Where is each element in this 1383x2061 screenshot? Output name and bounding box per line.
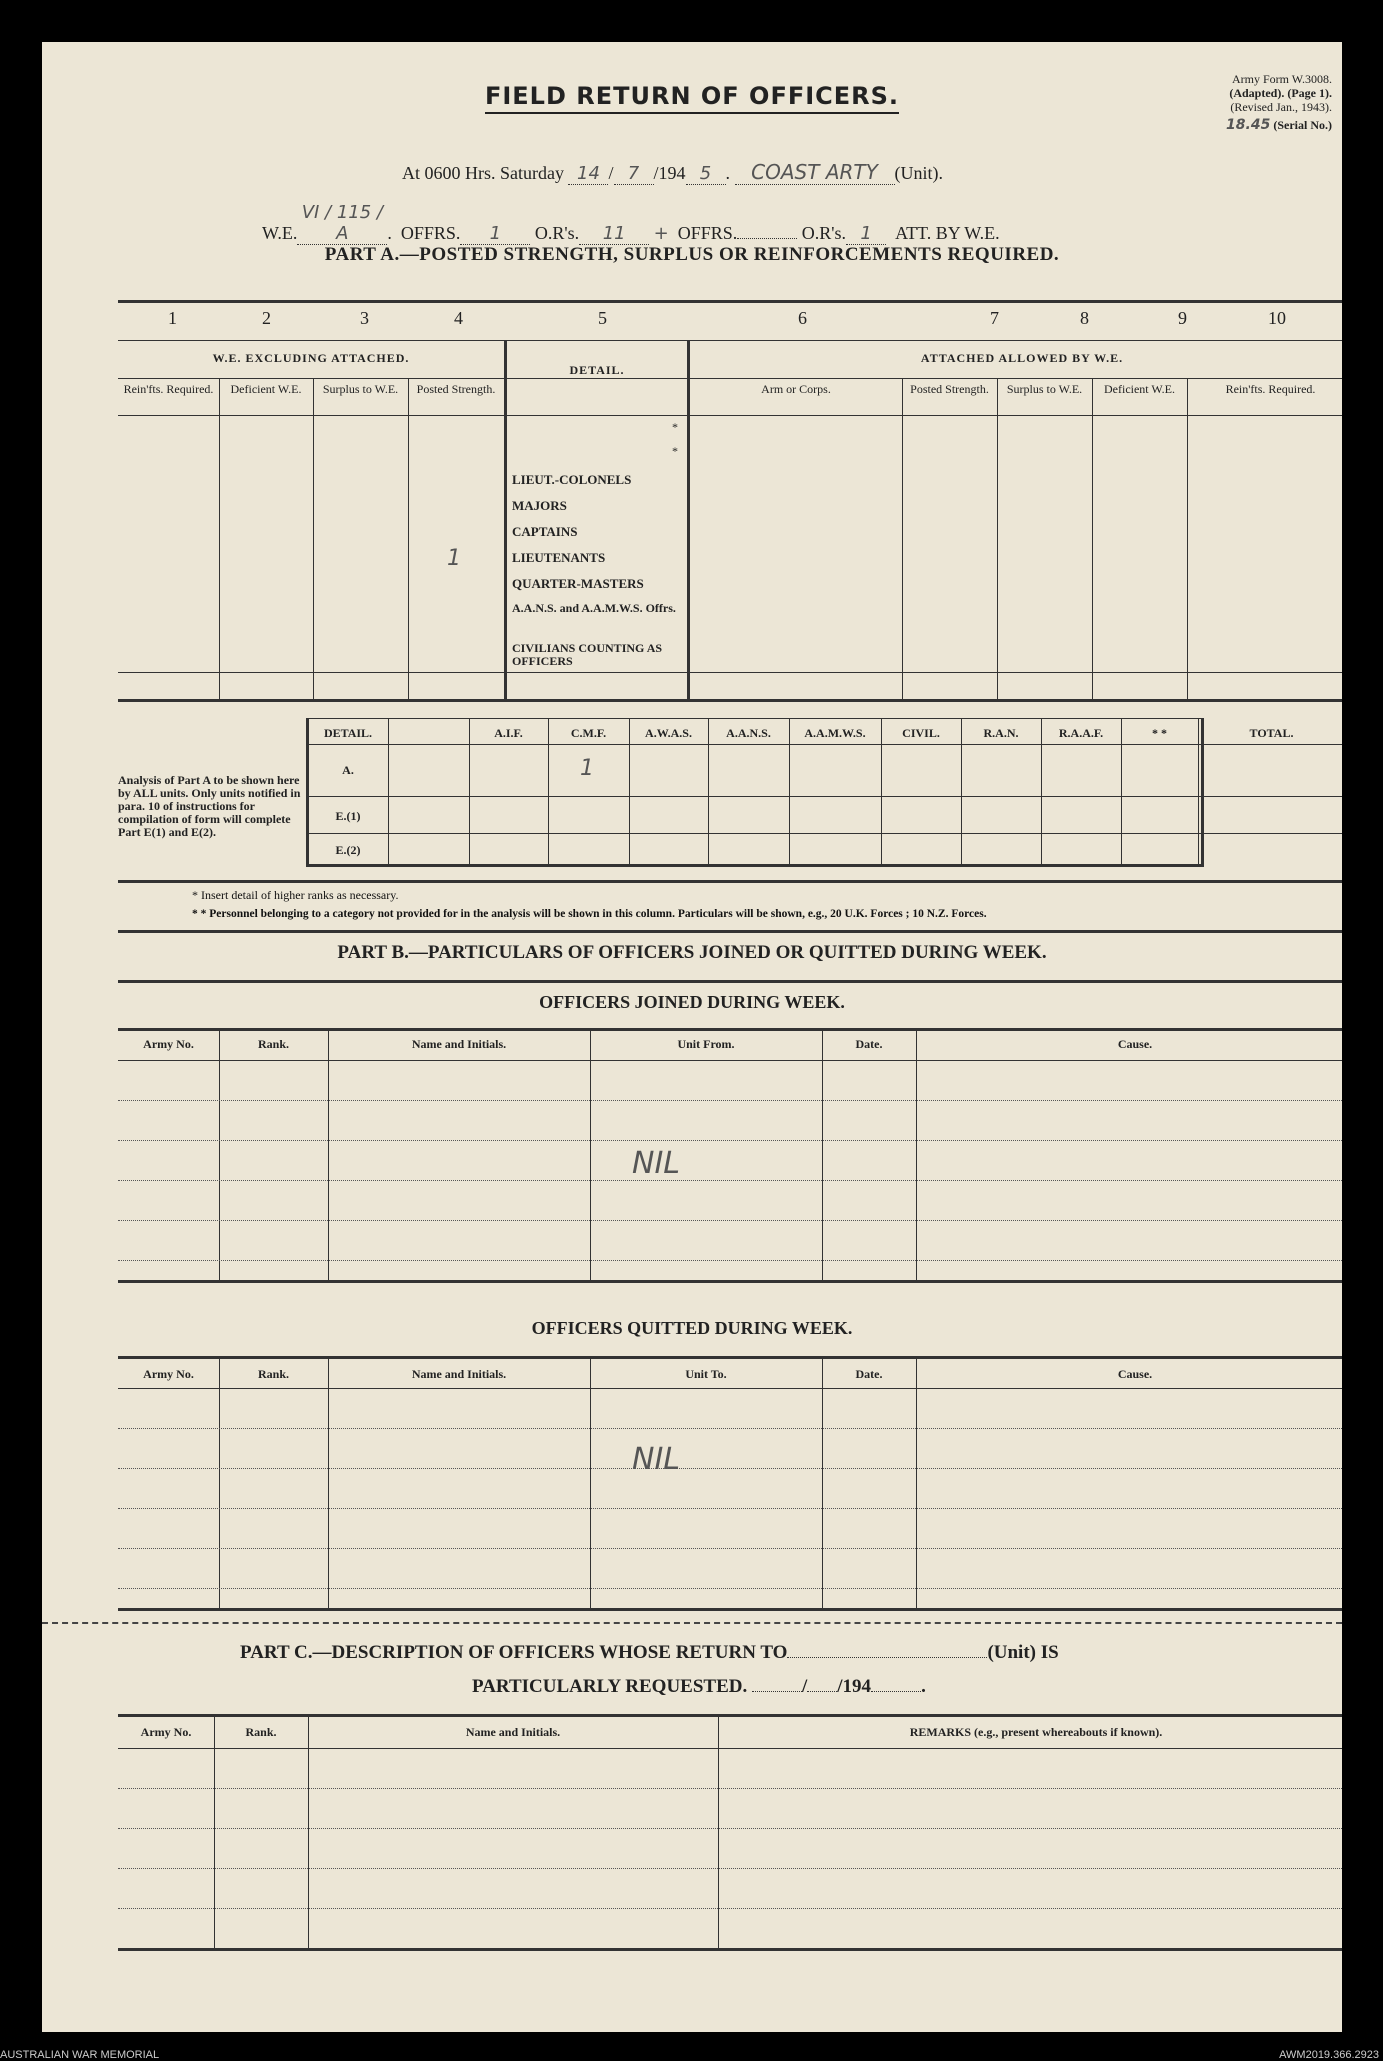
rank-item: A.A.N.S. and A.A.M.W.S. Offrs. [512,601,676,615]
rank-item: LIEUTENANTS [512,550,606,565]
joined-col-header: Name and Initials. [411,1037,507,1051]
serial-number: 18.45 [1226,117,1271,133]
analysis-col-header: A.I.F. [494,726,523,740]
rank-item: LIEUT.-COLONELS [512,472,632,487]
asterisk-mark: * [672,420,678,434]
unit-label: (Unit). [894,163,944,183]
right-col-header: Deficient W.E. [1104,382,1175,396]
joined-heading: OFFICERS JOINED DURING WEEK. [539,992,845,1012]
col-number: 10 [1268,308,1286,328]
rank-item: QUARTER-MASTERS [512,576,644,591]
ors2-label: O.R's. [801,223,847,243]
part-c-year: /194 [837,1676,872,1697]
year-value: 5 [686,163,726,185]
year-prefix: 194 [658,163,686,183]
analysis-col-header: A.A.M.W.S. [804,726,866,740]
col-number: 6 [798,308,807,328]
part-c-subheading: PARTICULARLY REQUESTED. / /194 . [472,1676,926,1697]
col-number: 3 [360,308,369,328]
left-col-header: Surplus to W.E. [322,382,399,396]
analysis-row-label: E.(1) [335,809,361,823]
part-c-col-header: Rank. [245,1725,277,1739]
analysis-col-header: * * [1152,726,1167,740]
left-col-header: Deficient W.E. [230,382,302,396]
ors-label: O.R's. [534,223,580,243]
rank-item: CIVILIANS COUNTING AS OFFICERS [512,641,663,668]
joined-nil-value: NIL [632,1146,681,1181]
right-col-header: Rein'fts. Required. [1225,382,1316,396]
day-value: 14 [568,163,608,185]
right-col-header: Surplus to W.E. [1006,382,1083,396]
form-adapted: (Adapted). (Page 1). [1229,86,1332,100]
we-excluding-header: W.E. EXCLUDING ATTACHED. [212,351,410,365]
col-number: 9 [1178,308,1187,328]
analysis-col-header: A.W.A.S. [645,726,692,740]
part-c-unit-is: (Unit) IS [987,1642,1059,1663]
joined-col-header: Unit From. [677,1037,735,1051]
analysis-row-label: E.(2) [335,843,361,857]
quitted-col-header: Cause. [1117,1367,1153,1381]
col-number: 7 [990,308,999,328]
part-a-heading: PART A.—POSTED STRENGTH, SURPLUS OR REINFORCEMENTS REQUIRED. [324,244,1060,265]
ors-value: 11 [579,223,649,245]
footer-right: AWM2019.366.2923 [1279,2049,1379,2061]
att-label: ATT. BY W.E. [895,223,1000,243]
asterisk-mark: * [672,444,678,458]
right-col-header: Posted Strength. [910,382,989,396]
attached-allowed-header: ATTACHED ALLOWED BY W.E. [920,351,1124,365]
analysis-col-header: TOTAL. [1249,726,1294,740]
analysis-col-header: A.A.N.S. [726,726,771,740]
quitted-col-header: Date. [855,1367,883,1381]
column-numbers [118,308,1342,336]
we-label: W.E. [262,223,298,243]
analysis-row-label: A. [342,763,354,777]
left-col-header: Posted Strength. [416,382,496,396]
col-number: 2 [262,308,271,328]
offrs2-label: OFFRS. [677,223,738,243]
offrs-label: OFFRS. [400,223,461,243]
month-value: 7 [614,163,654,185]
part-c-col-header: Name and Initials. [465,1725,561,1739]
analysis-note: Analysis of Part A to be shown here by ALL units. Only units notified in para. 10 of instructions for compilation of form will complete Part E(1) and E(2). [118,773,301,839]
serial-label: (Serial No.) [1273,118,1332,132]
analysis-col-header: R.A.A.F. [1058,726,1104,740]
analysis-col-header: DETAIL. [323,726,373,740]
date-prefix: At 0600 Hrs. Saturday [402,163,564,183]
joined-col-header: Cause. [1117,1037,1153,1051]
cmf-a-value: 1 [580,756,594,781]
quitted-col-header: Unit To. [685,1367,727,1381]
left-col-header: Rein'fts. Required. [123,382,214,396]
offrs-value: 1 [460,223,530,245]
analysis-col-header: C.M.F. [570,726,607,740]
part-b-heading: PART B.—PARTICULARS OF OFFICERS JOINED OR QUITTED DURING WEEK. [337,942,1047,963]
col-number: 8 [1080,308,1089,328]
quitted-col-header: Name and Initials. [411,1367,507,1381]
quitted-heading: OFFICERS QUITTED DURING WEEK. [531,1318,853,1338]
plus-sign: + [653,223,669,244]
col-number: 1 [168,308,177,328]
perforation-line [42,1622,1342,1624]
rank-list [512,472,682,682]
form-revised: (Revised Jan., 1943). [1230,100,1332,114]
col-number: 4 [454,308,463,328]
we-value: VI / 115 / A [297,202,387,245]
unit-value: COAST ARTY [735,160,895,185]
part-c-col-header: Army No. [140,1725,192,1739]
date-line: At 0600 Hrs. Saturday 14 / 7 /194 5 . COAST ARTY (Unit). [402,160,944,184]
analysis-col-header: R.A.N. [983,726,1019,740]
analysis-col-header: CIVIL. [902,726,940,740]
quitted-nil-value: NIL [632,1442,681,1477]
part-c-requested: PARTICULARLY REQUESTED. [472,1676,748,1697]
part-c-col-header: REMARKS (e.g., present whereabouts if known). [909,1725,1163,1739]
lieutenants-posted-value: 1 [447,546,461,571]
rank-item: MAJORS [512,498,567,513]
footnote-2: * * Personnel belonging to a category not provided for in the analysis will be shown in this column. Particulars will be shown, e.g., 20 U.K. Forces ; 10 N.Z. Forces. [192,908,987,920]
rank-item: CAPTAINS [512,524,578,539]
form-title: FIELD RETURN OF OFFICERS. [42,82,1342,110]
joined-col-header: Date. [855,1037,883,1051]
part-c-heading [240,1642,1059,1664]
joined-col-header: Army No. [143,1037,194,1051]
right-col-header: Arm or Corps. [761,382,831,396]
footnote-1: * Insert detail of higher ranks as necessary. [192,888,399,902]
footer-left: AUSTRALIAN WAR MEMORIAL [0,2049,160,2061]
form-number: Army Form W.3008. [1231,72,1332,86]
form-page [42,42,1342,2032]
col-number: 5 [598,308,607,328]
detail-header: DETAIL. [569,363,625,377]
part-c-heading-text: PART C.—DESCRIPTION OF OFFICERS WHOSE RETURN TO [240,1642,788,1663]
quitted-col-header: Army No. [143,1367,194,1381]
we-line: W.E.VI / 115 / A . OFFRS. 1 O.R's. 11 + OFFRS. O.R's. 1 ATT. BY W.E. [262,202,1000,244]
quitted-col-header: Rank. [257,1367,289,1381]
joined-col-header: Rank. [257,1037,289,1051]
ors2-value: 1 [846,223,886,245]
